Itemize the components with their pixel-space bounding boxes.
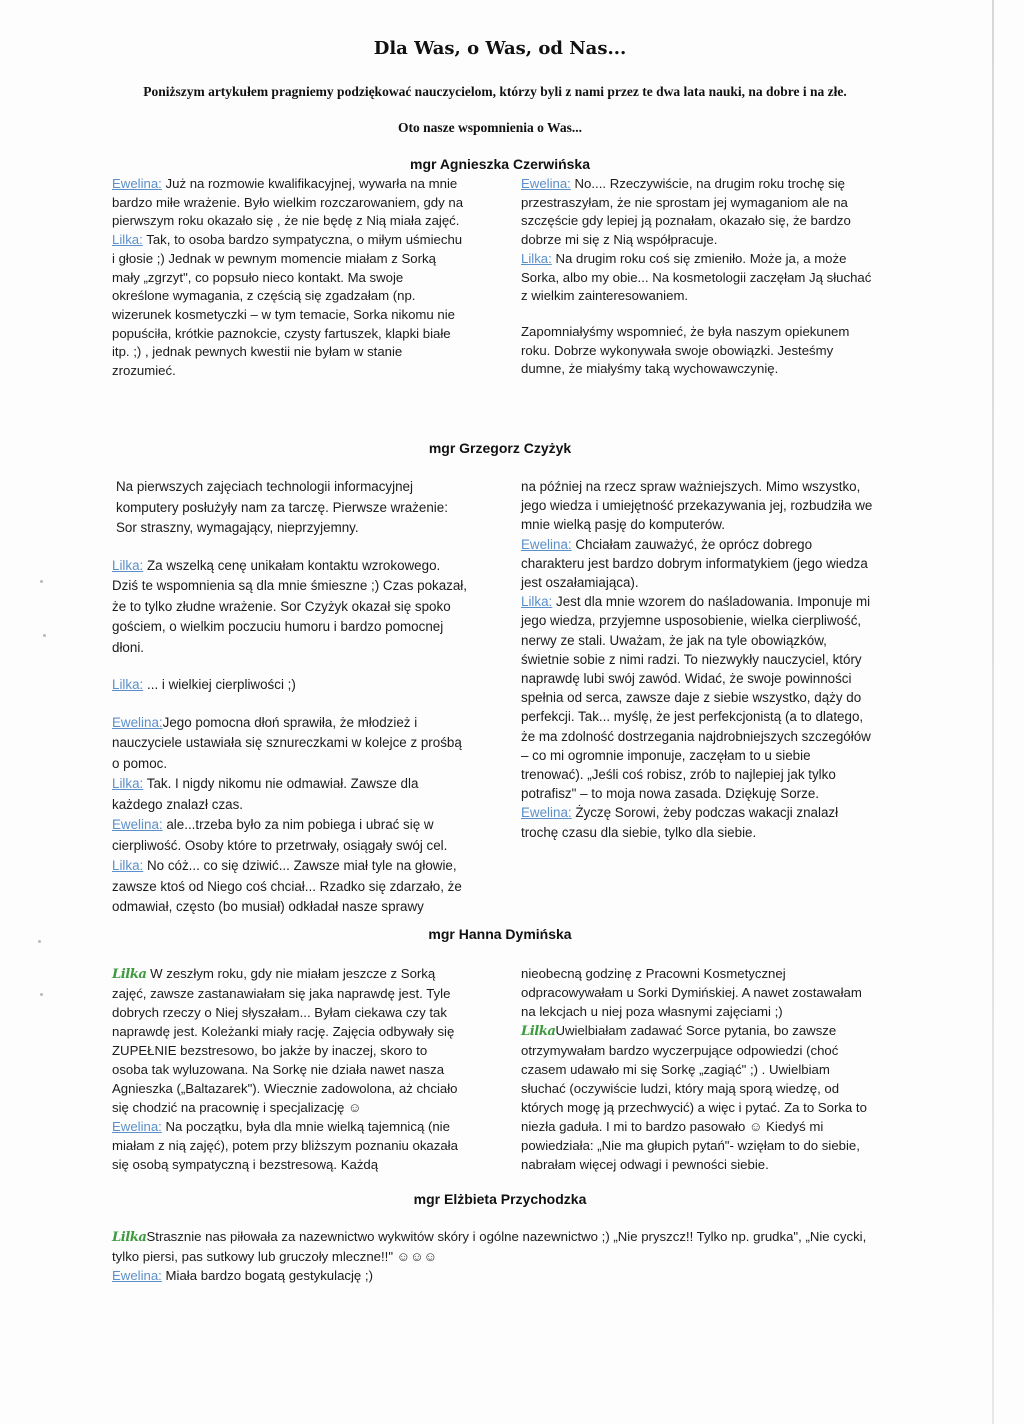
comment: [112, 231, 464, 381]
comment: [112, 856, 467, 918]
comment-text: Uwielbiałam zadawać Sorce pytania, bo zawsze otrzymywałam bardzo wyczerpujące odpowiedzi (choć czasem udawało mi się Sorkę „zagiąć" ;) . Uwielbiam słuchać (oczywiście ludzi, który mają sporą wiedzę, od których mogę ją przechwycić) a więc i pytać. Za to Sorka to niezła gaduła. I mi to bardzo pasowało ☺ Kiedyś mi powiedziała: „Nie ma głupich pytań"- wzięłam to do siebie, nabrałam więcej odwagi i pewności siebie.: [521, 1023, 867, 1172]
comment-text: Strasznie nas piłowała za nazewnictwo wykwitów skóry i ogólne nazewnictwo ;) „Nie pryszcz!! Tylko np. grudka", „Nie cycki, tylko piersi, pas sutkowy lub gruczoły mleczne!!" ☺☺☺: [112, 1229, 867, 1264]
full-column: [112, 1227, 882, 1285]
intro-paragraph: Poniższym artykułem pragniemy podziękować nauczycielom, którzy byli z nami przez te dwa lata nauki, na dobre i na złe.: [143, 84, 847, 99]
comment: [112, 774, 467, 815]
comment: [112, 477, 467, 539]
comment: [521, 323, 873, 379]
speaker-label: Ewelina:: [112, 714, 163, 730]
comment-text: Na pierwszych zajęciach technologii informacyjnej komputery posłużyły nam za tarczę. Pierwsze wrażenie: Sor straszny, wymagający, nieprzyjemny.: [116, 479, 448, 535]
left-column: [112, 477, 467, 918]
left-column: [112, 964, 464, 1174]
comment-text: ... i wielkiej cierpliwości ;): [147, 677, 296, 692]
comment: [112, 964, 464, 1117]
teacher-heading: mgr Elżbieta Przychodzka: [413, 1191, 587, 1207]
comment: [112, 1117, 464, 1174]
right-column: [521, 477, 876, 842]
comment-text: Jest dla mnie wzorem do naśladowania. Imponuje mi jego wiedza, przyjemne usposobienie, wielka cierpliwość, nerwy ze stali. Uważam, że jak na tyle obowiązków, świetnie sobie z nimi radzi. To niezwykły nauczyciel, który naprawdę lubi swój zawód. Widać, że swoje powinności spełnia od serca, zawsze daje z siebie wszystko, dąży do perfekcji. Tak... myślę, że jest perfekcjonistą (a to dlatego, że ma zdolność dostrzegania najdrobniejszych szczegółów – co mi ogromnie imponuje, zaczęłam to u siebie trenować). „Jeśli coś robisz, zrób to najlepiej jak tylko potrafisz" – to moja nowa zasada. Dziękuję Sorze.: [521, 594, 871, 802]
comment-text: Chciałam zauważyć, że oprócz dobrego charakteru jest bardzo dobrym informatykiem (jego wiedza jest oszałamiająca).: [521, 536, 868, 591]
comment-text: W zeszłym roku, gdy nie miałam jeszcze z Sorką zajęć, zawsze zastanawiałam się jaka naprawdę jest. Tyle dobrych rzeczy o Niej słyszałam... Byłam ciekawa czy tak naprawdę jest. Koleżanki miały rację. Zajęcia odbywały się ZUPEŁNIE bezstresowo, bo jakże by inaczej, skoro to osoba tak wyluzowana. Na Sorkę nie działa nawet nasza Agnieszka („Baltazarek"). Wiecznie zadowolona, aż chciało się chodzić na pracownię i specjalizację ☺: [112, 966, 458, 1115]
teacher-heading: mgr Grzegorz Czyżyk: [428, 440, 572, 456]
comment: [521, 477, 876, 535]
speaker-label: Lilka:: [521, 594, 553, 610]
comment-text: Miała bardzo bogatą gestykulację ;): [165, 1268, 373, 1283]
comment-text: No cóż... co się dziwić... Zawsze miał tyle na głowie, zawsze ktoś od Niego coś chciał... Rzadko się zdarzało, że odmawiał, często (bo musiał) odkładał nasze sprawy: [112, 858, 462, 914]
comment-text: nieobecną godzinę z Pracowni Kosmetycznej odpracowywałam u Sorki Dymińskiej. A nawet zostawałam na lekcjach u niej poza własnymi zajęciami ;): [521, 966, 862, 1019]
comment: [521, 1021, 873, 1174]
page-title: Dla Was, o Was, od Nas...: [373, 38, 627, 59]
speaker-label: Lilka:: [521, 250, 552, 266]
scan-edge-line: [992, 0, 994, 1424]
speaker-label: Lilka:: [112, 776, 144, 791]
scan-speck: [40, 993, 43, 996]
comment-text: Na początku, była dla mnie wielką tajemnicą (nie miałam z nią zajęć), potem przy bliższym poznaniu okazała się osobą sympatyczną i bezstresową. Każdą: [112, 1119, 458, 1172]
comment: [521, 250, 873, 306]
speaker-label: Ewelina:: [521, 805, 572, 821]
comment-text: Jego pomocna dłoń sprawiła, że młodzież i nauczyciele ustawiała się sznureczkami w kolejce z prośbą o pomoc.: [112, 714, 462, 771]
comment: [521, 592, 876, 803]
right-column: [521, 964, 873, 1174]
scan-speck: [40, 580, 43, 583]
speaker-label: Ewelina:: [521, 536, 572, 552]
scan-speck: [43, 634, 46, 637]
comment-text: ale...trzeba było za nim pobiega i ubrać się w cierpliwość. Osoby które to przetrwały, osiągały swój cel.: [112, 817, 448, 853]
comment: [521, 964, 873, 1021]
comment-text: Tak. I nigdy nikomu nie odmawiał. Zawsze dla każdego znalazł czas.: [112, 776, 419, 812]
comment: [112, 1227, 882, 1266]
comment: [112, 713, 467, 775]
comment-text: Za wszelką cenę unikałam kontaktu wzrokowego. Dziś te wspomnienia są dla mnie śmieszne ;) Czas pokazał, że to tylko złudne wrażenie. Sor Czyżyk okazał się spoko gościem, o wielkim poczuciu humoru i bardzo pomocnej dłoni.: [112, 557, 467, 655]
comment-text: Na drugim roku coś się zmieniło. Może ja, a może Sorka, albo my obie... Na kosmetologii zaczęłam Ją słuchać z wielkim zainteresowaniem.: [521, 250, 872, 304]
speaker-label: Ewelina:: [112, 1119, 162, 1134]
speaker-label: Lilka:: [112, 858, 144, 873]
teacher-heading: mgr Agnieszka Czerwińska: [410, 156, 590, 172]
comment: [112, 1266, 882, 1285]
comment: [521, 803, 876, 841]
teacher-heading: mgr Hanna Dymińska: [428, 926, 572, 942]
speaker-label: Ewelina:: [112, 176, 162, 191]
speaker-label: Ewelina:: [112, 1268, 162, 1283]
comment-text: na później na rzecz spraw ważniejszych. Mimo wszystko, jego wiedza i umiejętność przekazywania jej, rozbudziła we mnie wielką pasję do komputerów.: [521, 479, 873, 533]
speaker-label: Ewelina:: [521, 176, 571, 191]
comment-text: Życzę Sorowi, żeby podczas wakacji znalazł trochę czasu dla siebie, tylko dla siebie.: [521, 805, 839, 840]
comment-text: Tak, to osoba bardzo sympatyczna, o miłym uśmiechu i głosie ;) Jednak w pewnym momencie miałam z Sorką mały „zgrzyt", co popsuło nieco kontakt. Ma swoje określone wymagania, z częścią się zgadzałam (np. wizerunek kosmetyczki – w tym temacie, Sorka nikomu nie popuściła, krótkie paznokcie, czysty fartuszek, klapki białe itp. ;) , jednak pewnych kwestii nie byłam w stanie zrozumieć.: [112, 232, 463, 379]
memories-heading: Oto nasze wspomnienia o Was...: [398, 120, 582, 135]
handwritten-speaker-label: Lilka: [112, 967, 147, 982]
comment-text: Już na rozmowie kwalifikacyjnej, wywarła na mnie bardzo miłe wrażenie. Było wielkim rozczarowaniem, gdy na pierwszym roku okazało się , że nie będę z Nią miała zajęć.: [112, 176, 464, 229]
speaker-label: Lilka:: [112, 677, 144, 692]
comment: [521, 175, 873, 250]
speaker-label: Lilka:: [112, 557, 144, 573]
comment: [112, 675, 467, 696]
right-column: [521, 175, 873, 379]
scan-speck: [38, 940, 41, 943]
comment-text: No.... Rzeczywiście, na drugim roku trochę się przestraszyłam, że nie sprostam jej wymaganiom ale na szczęście gdy lepiej ją poznałam, okazało się, że bardzo dobrze mi się z Nią współpracuje.: [521, 176, 851, 248]
left-column: [112, 175, 464, 381]
speaker-label: Lilka:: [112, 232, 143, 248]
comment: [112, 815, 467, 856]
speaker-label: Ewelina:: [112, 817, 163, 832]
handwritten-speaker-label: Lilka: [521, 1024, 556, 1039]
comment-text: Zapomniałyśmy wspomnieć, że była naszym opiekunem roku. Dobrze wykonywała swoje obowiązki. Jesteśmy dumne, że miałyśmy taką wychowawczynię.: [521, 323, 850, 377]
comment: [521, 535, 876, 593]
comment: [112, 556, 467, 659]
handwritten-speaker-label: Lilka: [112, 1230, 147, 1245]
comment: [112, 175, 464, 231]
